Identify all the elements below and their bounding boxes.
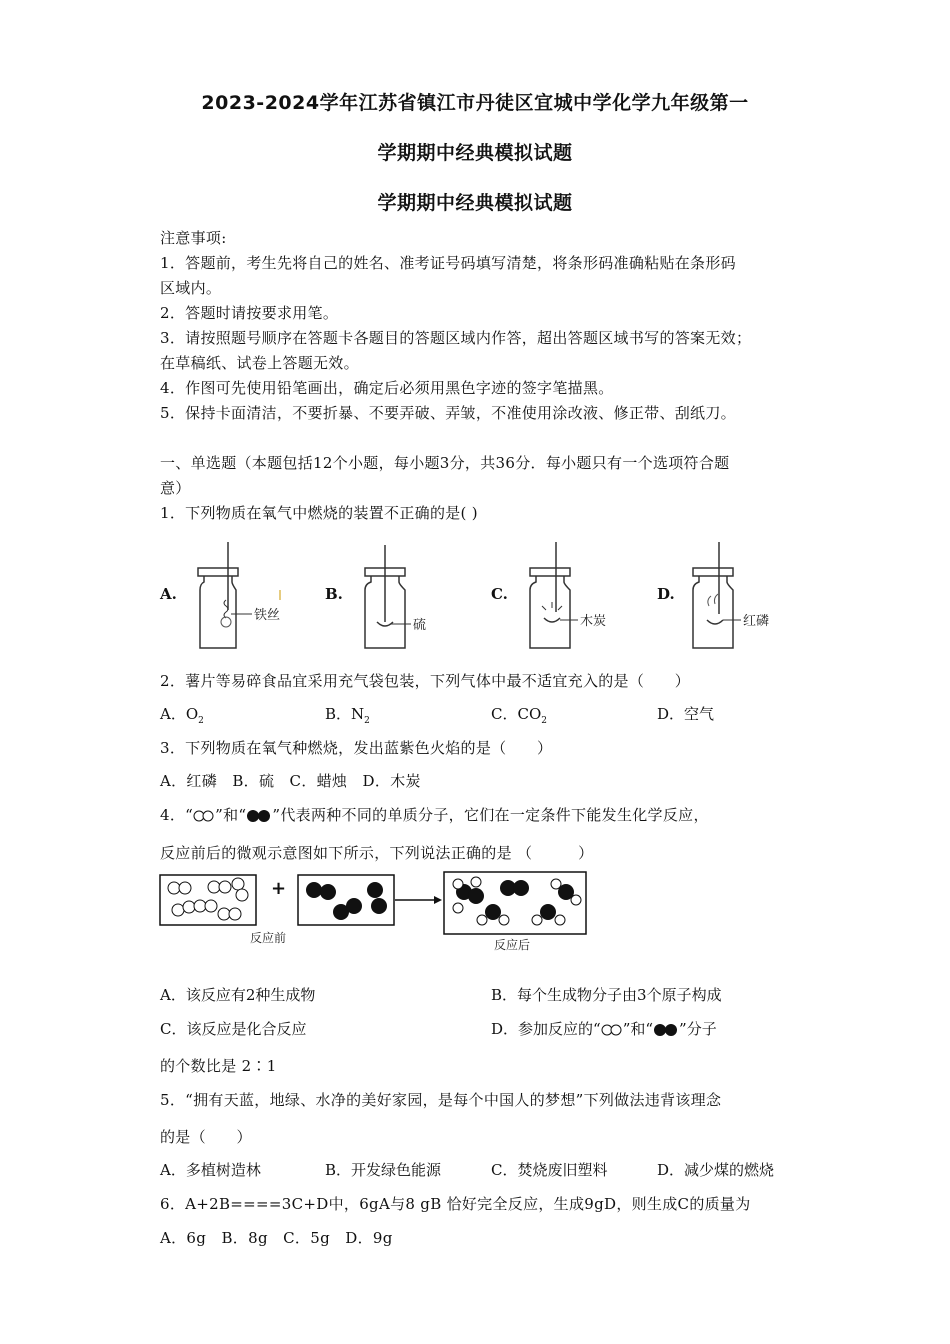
q4-option-b: B．每个生成物分子由3个原子构成 xyxy=(491,986,722,1004)
q5-option-d: D．减少煤的燃烧 xyxy=(657,1161,775,1179)
exam-title-line2: 学期期中经典模拟试题 xyxy=(377,142,573,164)
q5-option-a: A．多植树造林 xyxy=(160,1161,261,1179)
question-1-stem: 1．下列物质在氧气中燃烧的装置不正确的是( ) xyxy=(160,504,478,522)
q1-substance-a: 铁丝 xyxy=(254,608,281,623)
q1-option-c-label: C. xyxy=(491,585,508,603)
section-heading: 一、单选题（本题包括12个小题，每小题3分，共36分．每小题只有一个选项符合题 xyxy=(160,454,730,472)
q3-options: A．红磷 B．硫 C．蜡烛 D．木炭 xyxy=(160,772,421,790)
white-molecule-icon xyxy=(601,1024,623,1036)
question-4-stem: 4．“ ”和“ ”代表两种不同的单质分子，它们在一定条件下能发生化学反应， xyxy=(160,806,709,824)
notice-item: 4．作图可先使用铅笔画出，确定后必须用黑色字迹的签字笔描黑。 xyxy=(160,379,614,397)
question-5-stem-cont: 的是（ ） xyxy=(160,1128,252,1146)
after-label: 反应后 xyxy=(494,938,531,952)
q4-option-c: C．该反应是化合反应 xyxy=(160,1020,307,1038)
exam-title-line3: 学期期中经典模拟试题 xyxy=(377,192,573,214)
q5-option-c: C．焚烧废旧塑料 xyxy=(491,1161,608,1179)
q5-option-b: B．开发绿色能源 xyxy=(325,1161,442,1179)
notice-item: 区域内。 xyxy=(160,279,222,297)
notice-item: 3．请按照题号顺序在答题卡各题目的答题区域内作答，超出答题区域书写的答案无效； xyxy=(160,329,752,347)
q2-option-b: B．$N_2$ xyxy=(325,705,370,726)
q2-option-a: A．$O_2$ xyxy=(160,705,204,726)
exam-title-line1: 2023-2024学年江苏省镇江市丹徒区宜城中学化学九年级第一 xyxy=(201,92,749,114)
q4-reaction-diagram xyxy=(158,870,598,955)
q1-apparatus-a xyxy=(190,540,300,655)
black-molecule-icon xyxy=(246,809,272,823)
q1-apparatus-d xyxy=(685,540,795,655)
plus-sign: + xyxy=(271,878,287,899)
black-molecule-icon xyxy=(653,1023,679,1037)
question-6-stem: 6．A+2B====3C+D中，6gA与8 gB 恰好完全反应，生成9gD，则生成C的质量为 xyxy=(160,1195,751,1213)
section-heading-cont: 意） xyxy=(160,479,191,497)
notice-item: 5．保持卡面清洁，不要折暴、不要弄破、弄皱，不准使用涂改液、修正带、刮纸刀。 xyxy=(160,404,736,422)
white-molecule-icon xyxy=(193,810,215,822)
notice-item: 2．答题时请按要求用笔。 xyxy=(160,304,339,322)
q1-option-a-label: A. xyxy=(160,585,177,603)
q4-option-a: A．该反应有2种生成物 xyxy=(160,986,316,1004)
question-5-stem: 5．“拥有天蓝，地绿、水净的美好家园，是每个中国人的梦想”下列做法违背该理念 xyxy=(160,1091,722,1109)
q4-stem-line2: 反应前后的微观示意图如下所示，下列说法正确的是 （ ） xyxy=(160,844,594,862)
q4-option-d: D．参加反应的“ ”和“ ”分子 xyxy=(491,1020,717,1038)
q4-option-d-cont: 的个数比是 2∶1 xyxy=(160,1057,277,1075)
q1-apparatus-c xyxy=(520,540,630,655)
q1-option-d-label: D. xyxy=(657,585,675,603)
q1-substance-b: 硫 xyxy=(413,618,427,633)
notice-item: 在草稿纸、试卷上答题无效。 xyxy=(160,354,359,372)
notice-heading: 注意事项: xyxy=(160,229,227,247)
q1-option-b-label: B. xyxy=(325,585,343,603)
q2-option-d: D．空气 xyxy=(657,705,715,723)
notice-item: 1．答题前，考生先将自己的姓名、准考证号码填写清楚，将条形码准确粘贴在条形码 xyxy=(160,254,736,272)
question-2-stem: 2．薯片等易碎食品宜采用充气袋包装，下列气体中最不适宜充入的是（ ） xyxy=(160,672,691,690)
question-3-stem: 3．下列物质在氧气种燃烧，发出蓝紫色火焰的是（ ） xyxy=(160,739,553,757)
before-label: 反应前 xyxy=(250,931,287,945)
q6-options: A．6g B．8g C．5g D．9g xyxy=(160,1229,393,1247)
q1-apparatus-b xyxy=(355,540,465,655)
q1-substance-d: 红磷 xyxy=(743,614,770,629)
q1-substance-c: 木炭 xyxy=(580,614,607,629)
q2-option-c: C．$CO_2$ xyxy=(491,705,547,726)
